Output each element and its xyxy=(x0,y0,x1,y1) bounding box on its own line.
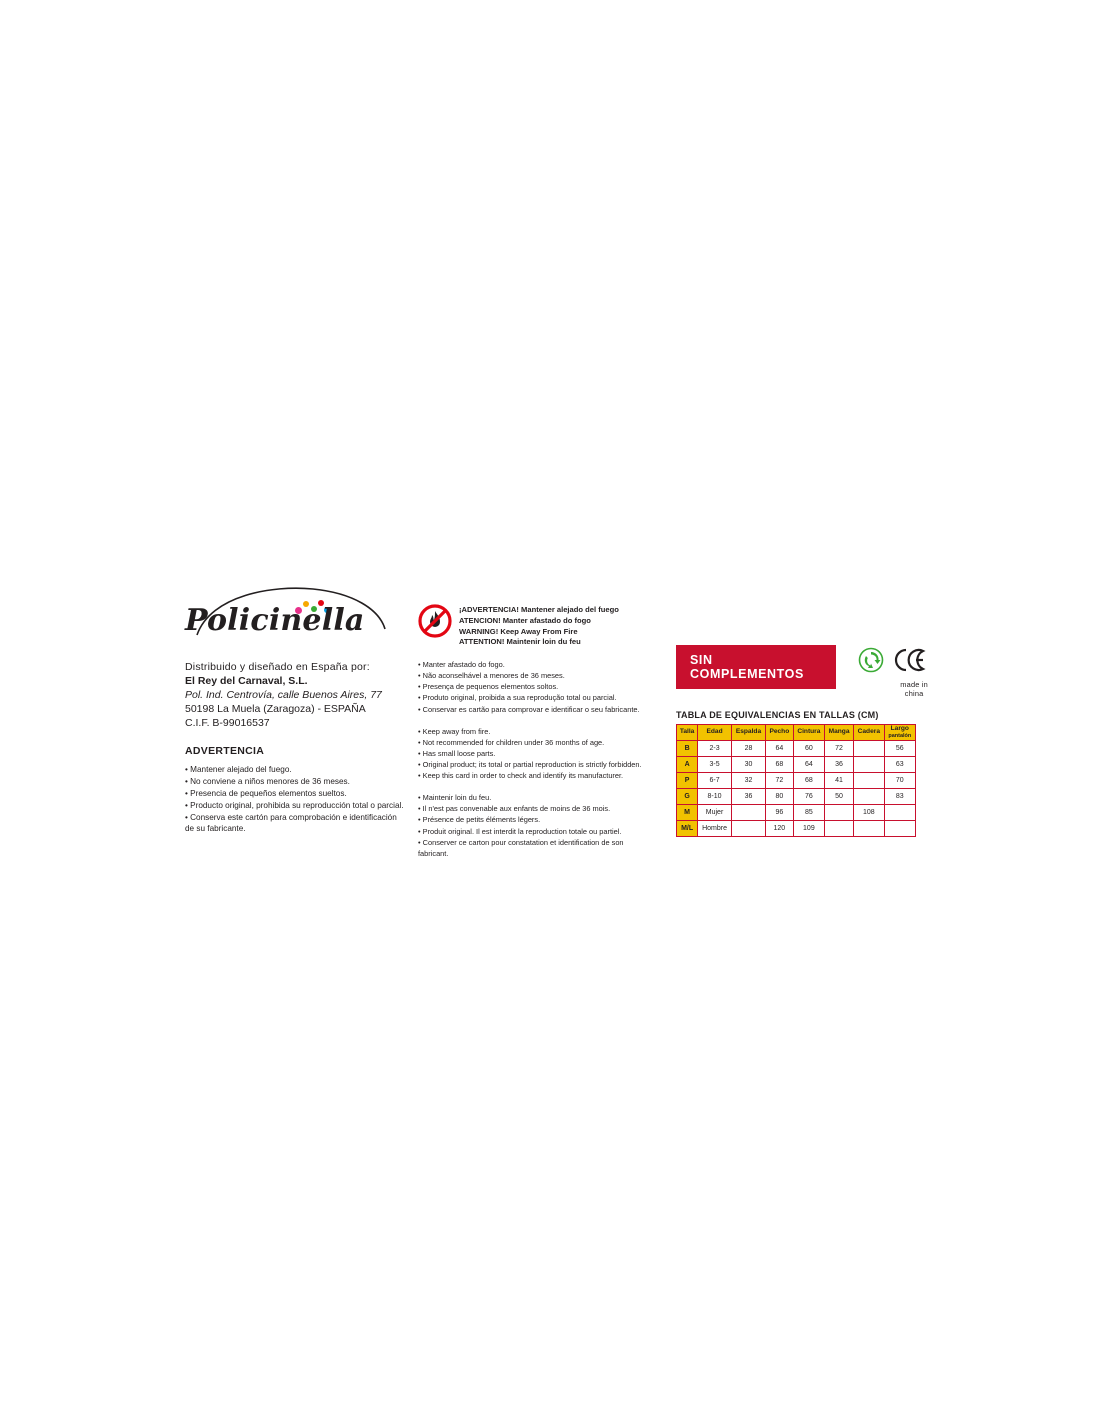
list-item: • Produto original, proibida a sua reprodução total ou parcial. xyxy=(418,693,617,703)
list-item: • Producto original, prohibida su reproducción total o parcial. xyxy=(185,800,404,810)
cell-cadera xyxy=(853,789,884,805)
right-header xyxy=(676,645,936,698)
cell-cintura: 85 xyxy=(793,805,825,821)
table-row xyxy=(677,773,916,789)
cell-manga: 36 xyxy=(825,757,854,773)
list-item: • Maintenir loin du feu. xyxy=(418,793,492,803)
cell-pecho: 120 xyxy=(766,821,794,837)
table-header-row xyxy=(677,725,916,741)
company-address-line2: 50198 La Muela (Zaragoza) - ESPAÑA xyxy=(185,703,366,715)
green-recycle-icon xyxy=(858,647,884,673)
cell-largo: 70 xyxy=(884,773,915,789)
compliance-marks xyxy=(858,645,936,698)
left-column xyxy=(185,585,430,835)
list-item: • Il n'est pas convenable aux enfants de moins de 36 mois. xyxy=(418,804,611,814)
headline-pt: ATENCION! Manter afastado do fogo xyxy=(459,615,591,625)
cell-edad: 2-3 xyxy=(698,741,732,757)
cell-largo xyxy=(884,821,915,837)
cell-manga xyxy=(825,821,854,837)
cell-manga xyxy=(825,805,854,821)
col-header-cintura: Cintura xyxy=(793,725,825,741)
cell-manga: 50 xyxy=(825,789,854,805)
company-name: El Rey del Carnaval, S.L. xyxy=(185,675,308,687)
list-item: • Presencia de pequeños elementos sueltos. xyxy=(185,788,347,798)
cell-cadera: 108 xyxy=(853,805,884,821)
list-item: • Presença de pequenos elementos soltos. xyxy=(418,682,559,692)
cell-espalda xyxy=(731,821,765,837)
ce-mark-icon xyxy=(892,647,926,673)
list-item: • Conservar es cartão para comprovar e identificar o seu fabricante. xyxy=(418,704,640,714)
col-header-largo xyxy=(884,725,915,741)
size-table xyxy=(676,724,916,837)
cell-cadera xyxy=(853,757,884,773)
cell-largo: 63 xyxy=(884,757,915,773)
col-header-largo-sub: pantalón xyxy=(888,732,912,739)
cell-talla: B xyxy=(677,741,698,757)
cell-edad: 3-5 xyxy=(698,757,732,773)
cell-espalda: 30 xyxy=(731,757,765,773)
cell-edad: Hombre xyxy=(698,821,732,837)
cell-manga: 41 xyxy=(825,773,854,789)
warning-title: ADVERTENCIA xyxy=(185,745,265,757)
list-item: • Conserver ce carton pour constatation et identification de son xyxy=(418,837,624,847)
cell-pecho: 68 xyxy=(766,757,794,773)
cell-manga: 72 xyxy=(825,741,854,757)
cell-talla: P xyxy=(677,773,698,789)
brand-name: Policinella xyxy=(185,603,365,638)
cell-edad: 8-10 xyxy=(698,789,732,805)
company-cif: C.I.F. B-99016537 xyxy=(185,717,270,729)
cell-talla: A xyxy=(677,757,698,773)
col-header-cadera: Cadera xyxy=(853,725,884,741)
cell-pecho: 72 xyxy=(766,773,794,789)
col-header-pecho: Pecho xyxy=(766,725,794,741)
cell-cadera xyxy=(853,741,884,757)
col-header-edad: Edad xyxy=(698,725,732,741)
cell-cintura: 76 xyxy=(793,789,825,805)
brand-logo xyxy=(185,585,400,657)
cell-cintura: 64 xyxy=(793,757,825,773)
cell-edad: 6-7 xyxy=(698,773,732,789)
list-item: • Conserva este cartón para comprobación e identificación xyxy=(185,812,397,822)
made-in-label: made in china xyxy=(900,680,928,698)
list-item: • Produit original. Il est interdit la reproduction totale ou partiel. xyxy=(418,826,622,836)
cell-talla: G xyxy=(677,789,698,805)
no-fire-icon xyxy=(418,604,452,638)
cell-cadera xyxy=(853,773,884,789)
list-item: • Keep away from fire. xyxy=(418,726,491,736)
list-item: • Présence de petits éléments légers. xyxy=(418,815,541,825)
cell-espalda: 36 xyxy=(731,789,765,805)
cell-largo: 83 xyxy=(884,789,915,805)
status-badge: SIN COMPLEMENTOS xyxy=(676,645,836,689)
list-item: • Keep this card in order to check and identify its manufacturer. xyxy=(418,771,624,781)
col-header-largo-main: Largo xyxy=(890,724,909,732)
cell-cintura: 68 xyxy=(793,773,825,789)
list-item: de su fabricante. xyxy=(185,824,246,834)
table-row xyxy=(677,821,916,837)
cell-espalda xyxy=(731,805,765,821)
cell-cintura: 109 xyxy=(793,821,825,837)
cell-pecho: 64 xyxy=(766,741,794,757)
warning-list-pt xyxy=(418,659,648,715)
list-item: • No conviene a niños menores de 36 meses. xyxy=(185,776,350,786)
right-column xyxy=(676,645,936,837)
list-item: • Não aconselhável a menores de 36 meses. xyxy=(418,671,565,681)
cell-espalda: 32 xyxy=(731,773,765,789)
cell-pecho: 96 xyxy=(766,805,794,821)
cell-pecho: 80 xyxy=(766,789,794,805)
list-item: fabricant. xyxy=(418,848,449,858)
cell-largo: 56 xyxy=(884,741,915,757)
middle-column xyxy=(418,604,648,859)
headline-en: WARNING! Keep Away From Fire xyxy=(459,626,578,636)
col-header-talla: Talla xyxy=(677,725,698,741)
distributed-by-label: Distribuido y diseñado en España por: xyxy=(185,661,370,673)
table-row xyxy=(677,789,916,805)
list-item: • Has small loose parts. xyxy=(418,748,496,758)
cell-talla: M/L xyxy=(677,821,698,837)
list-item: • Mantener alejado del fuego. xyxy=(185,765,292,774)
list-item: • Manter afastado do fogo. xyxy=(418,660,505,670)
company-address-line1: Pol. Ind. Centrovía, calle Buenos Aires, 77 xyxy=(185,689,382,701)
cell-cintura: 60 xyxy=(793,741,825,757)
cell-edad: Mujer xyxy=(698,805,732,821)
warning-list-es xyxy=(185,764,430,835)
warning-header xyxy=(418,604,648,648)
cell-cadera xyxy=(853,821,884,837)
headline-es: ¡ADVERTENCIA! Mantener alejado del fuego xyxy=(459,605,619,614)
size-table-title: TABLA DE EQUIVALENCIAS EN TALLAS (CM) xyxy=(676,710,879,720)
cell-espalda: 28 xyxy=(731,741,765,757)
headline-fr: ATTENTION! Maintenir loin du feu xyxy=(459,637,581,647)
table-row xyxy=(677,805,916,821)
warning-list-fr xyxy=(418,792,648,859)
warning-headlines xyxy=(459,604,619,648)
list-item: • Original product; its total or partial reproduction is strictly forbidden. xyxy=(418,760,642,769)
table-row xyxy=(677,757,916,773)
cell-largo xyxy=(884,805,915,821)
list-item: • Not recommended for children under 36 months of age. xyxy=(418,737,605,747)
col-header-manga: Manga xyxy=(825,725,854,741)
warning-list-en xyxy=(418,726,648,782)
col-header-espalda: Espalda xyxy=(731,725,765,741)
cell-talla: M xyxy=(677,805,698,821)
table-row xyxy=(677,741,916,757)
